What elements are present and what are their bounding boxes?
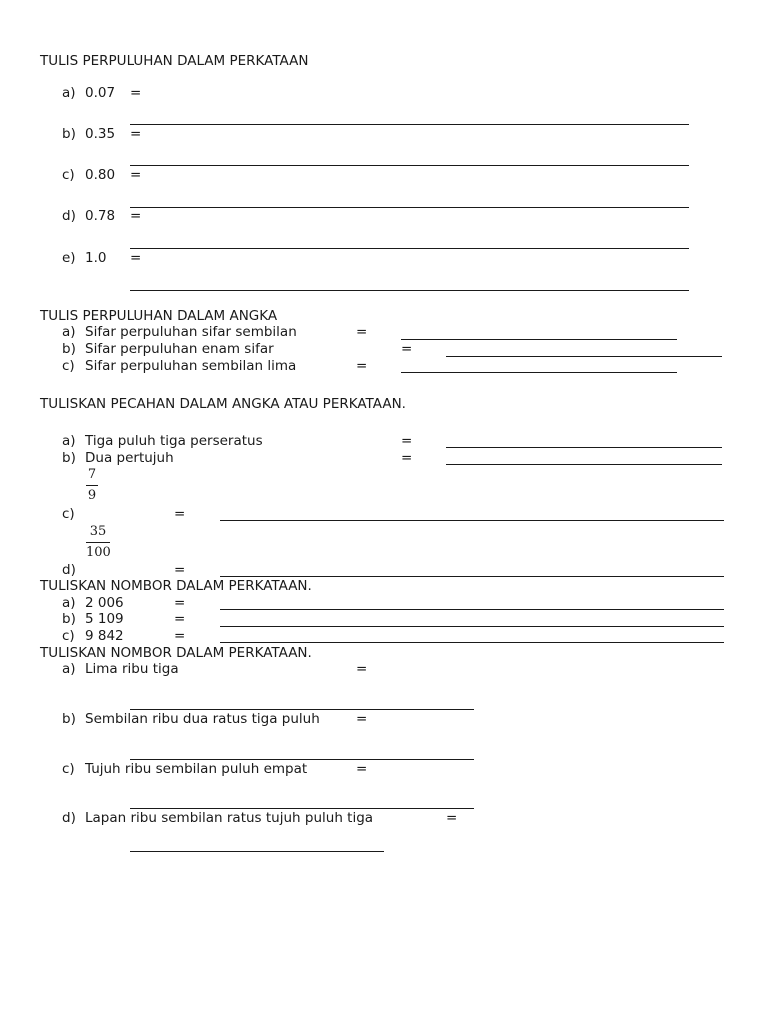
s3-c-numerator: 7: [87, 467, 97, 482]
s4-a-eq: =: [174, 595, 186, 611]
s5-c-label: c): [62, 761, 75, 777]
s5-b-eq: =: [356, 711, 368, 727]
s2-b-answer-line[interactable]: [446, 356, 722, 357]
s5-b-answer-line[interactable]: [130, 759, 474, 760]
s3-c-answer-line[interactable]: [220, 520, 724, 521]
s1-e-label: e): [62, 250, 76, 266]
s2-c-eq: =: [356, 358, 368, 374]
s4-b-label: b): [62, 611, 76, 627]
s1-b-answer-line[interactable]: [130, 165, 689, 166]
s3-b-answer-line[interactable]: [446, 464, 722, 465]
s5-d-text: Lapan ribu sembilan ratus tujuh puluh tiga: [85, 810, 374, 826]
s3-d-fraction: [86, 524, 110, 561]
s3-c-fraction: [86, 467, 98, 504]
s2-b-label: b): [62, 341, 76, 357]
s2-c-answer-line[interactable]: [401, 372, 677, 373]
s3-d-denominator: 100: [86, 545, 111, 560]
section1-title: TULIS PERPULUHAN DALAM PERKATAAN: [40, 53, 309, 69]
s3-d-numerator: 35: [89, 524, 107, 539]
s1-e-value: 1.0: [85, 250, 107, 266]
s4-a-value: 2 006: [85, 595, 124, 611]
s5-c-eq: =: [356, 761, 368, 777]
s5-a-eq: =: [356, 661, 368, 677]
s2-a-eq: =: [356, 324, 368, 340]
section2-title: TULIS PERPULUHAN DALAM ANGKA: [40, 308, 278, 324]
s2-b-eq: =: [401, 341, 413, 357]
s4-a-label: a): [62, 595, 76, 611]
s2-c-label: c): [62, 358, 75, 374]
s3-b-label: b): [62, 450, 76, 466]
section4-title: TULISKAN NOMBOR DALAM PERKATAAN.: [40, 578, 312, 594]
s1-a-eq: =: [130, 85, 142, 101]
s2-a-label: a): [62, 324, 76, 340]
fraction-bar: [86, 542, 110, 543]
s3-a-answer-line[interactable]: [446, 447, 722, 448]
s1-b-value: 0.35: [85, 126, 116, 142]
s3-a-label: a): [62, 433, 76, 449]
s1-c-eq: =: [130, 167, 142, 183]
s3-d-answer-line[interactable]: [220, 576, 724, 577]
s2-a-answer-line[interactable]: [401, 339, 677, 340]
section5-title: TULISKAN NOMBOR DALAM PERKATAAN.: [40, 645, 312, 661]
s1-d-answer-line[interactable]: [130, 248, 689, 249]
s5-b-text: Sembilan ribu dua ratus tiga puluh: [85, 711, 320, 727]
s1-a-answer-line[interactable]: [130, 124, 689, 125]
s2-c-text: Sifar perpuluhan sembilan lima: [85, 358, 297, 374]
s3-d-label: d): [62, 562, 76, 578]
s4-c-label: c): [62, 628, 75, 644]
s1-d-eq: =: [130, 208, 142, 224]
s4-c-answer-line[interactable]: [220, 642, 724, 643]
s3-b-text: Dua pertujuh: [85, 450, 174, 466]
s1-a-value: 0.07: [85, 85, 116, 101]
s4-b-eq: =: [174, 611, 186, 627]
s5-d-label: d): [62, 810, 76, 826]
s1-b-eq: =: [130, 126, 142, 142]
s1-d-label: d): [62, 208, 76, 224]
s4-a-answer-line[interactable]: [220, 609, 724, 610]
s3-a-text: Tiga puluh tiga perseratus: [85, 433, 263, 449]
s5-d-answer-line[interactable]: [130, 851, 384, 852]
s4-c-eq: =: [174, 628, 186, 644]
s4-b-answer-line[interactable]: [220, 626, 724, 627]
s1-e-eq: =: [130, 250, 142, 266]
s5-c-answer-line[interactable]: [130, 808, 474, 809]
section3-title: TULISKAN PECAHAN DALAM ANGKA ATAU PERKATAAN.: [40, 396, 406, 412]
s3-c-label: c): [62, 506, 75, 522]
s2-b-text: Sifar perpuluhan enam sifar: [85, 341, 274, 357]
s1-a-label: a): [62, 85, 76, 101]
s5-d-eq: =: [446, 810, 458, 826]
s5-a-label: a): [62, 661, 76, 677]
s5-a-text: Lima ribu tiga: [85, 661, 179, 677]
s3-a-eq: =: [401, 433, 413, 449]
s4-b-value: 5 109: [85, 611, 124, 627]
s3-b-eq: =: [401, 450, 413, 466]
s5-b-label: b): [62, 711, 76, 727]
s3-c-denominator: 9: [87, 488, 97, 503]
s3-c-eq: =: [174, 506, 186, 522]
s5-a-answer-line[interactable]: [130, 709, 474, 710]
s5-c-text: Tujuh ribu sembilan puluh empat: [85, 761, 308, 777]
s1-e-answer-line[interactable]: [130, 290, 689, 291]
s1-c-value: 0.80: [85, 167, 116, 183]
s1-d-value: 0.78: [85, 208, 116, 224]
s2-a-text: Sifar perpuluhan sifar sembilan: [85, 324, 297, 340]
s3-d-eq: =: [174, 562, 186, 578]
s1-b-label: b): [62, 126, 76, 142]
s1-c-label: c): [62, 167, 75, 183]
s1-c-answer-line[interactable]: [130, 207, 689, 208]
s4-c-value: 9 842: [85, 628, 124, 644]
fraction-bar: [86, 485, 98, 486]
